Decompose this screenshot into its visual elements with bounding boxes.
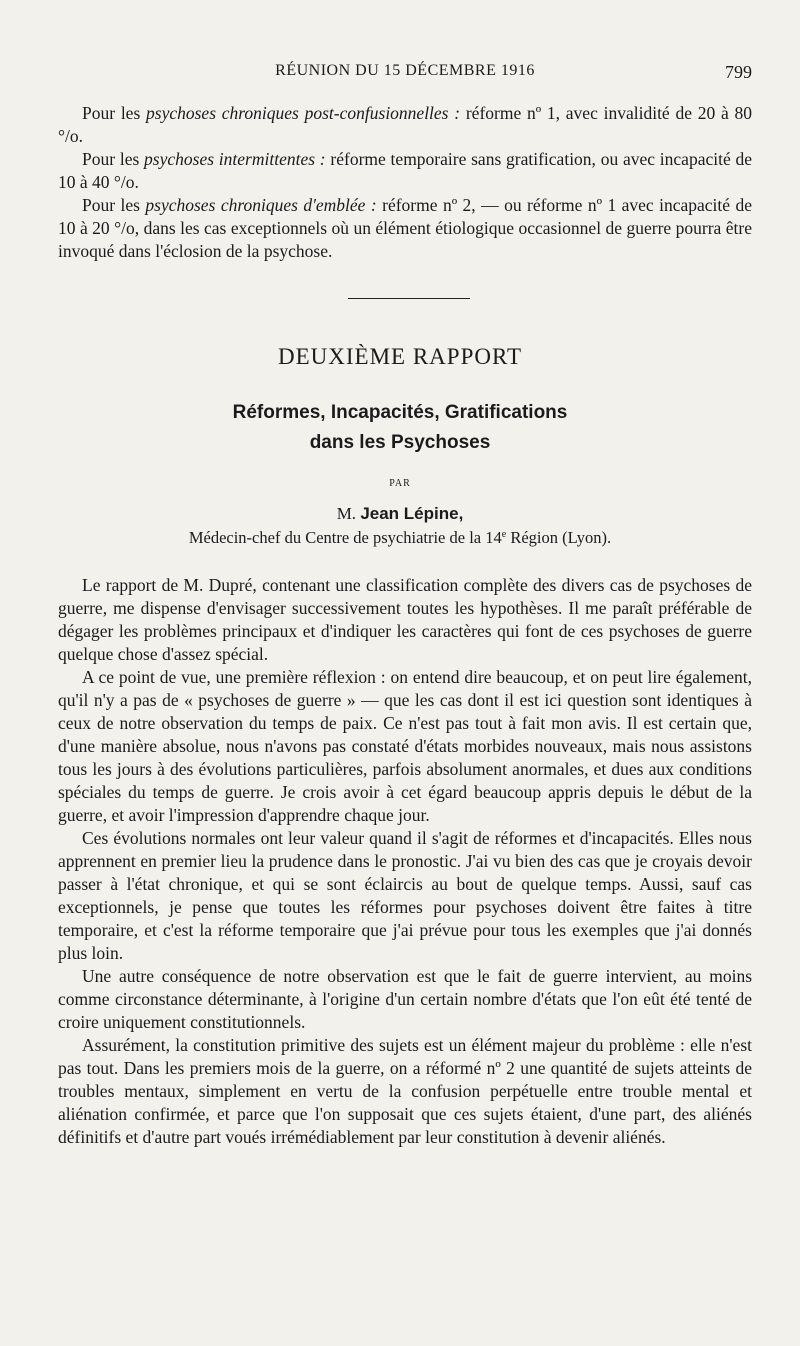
running-head [58,62,752,86]
term: psychoses intermittentes : [144,149,326,169]
running-title: RÉUNION DU 15 DÉCEMBRE 1916 [275,62,535,79]
paragraph-d-emblee: Pour les psychoses chroniques d'emblée : réforme nº 2, — ou réforme nº 1 avec incapacité de 10 à 20 °/o, dans les cas exceptionnels où un élément étiologique occasionnel de guerre pourra être invoqué dans l'éclosion de la psychose. [58,195,752,261]
report-subtitle-line2: dans les Psychoses [309,432,491,453]
author-name: Jean Lépine, [360,504,464,523]
body-paragraph: Le rapport de M. Dupré, contenant une classification complète des divers cas de psychoses de guerre, me dispense d'envisager successivement toutes les hypothèses. Il me paraît préférable de dégager les problèmes principaux et d'indiquer les caractères qui font de ces psychoses de guerre quelque chose d'assez spécial. [58,575,752,664]
body-paragraph: A ce point de vue, une première réflexion : on entend dire beaucoup, et on peut lire également, qu'il n'y a pas de « psychoses de guerre » — que les cas dont il est ici question sont identiques à ceux de notre observation du temps de paix. Ce n'est pas tout à fait mon avis. Il est certain que, d'une manière absolue, nous n'avons pas constaté d'états morbides nouveaux, mais nous assistons tous les jours à des évolutions particulières, parfois absolument anormales, et dues aux conditions spéciales du temps de guerre. Je crois avoir à cet égard beaucoup appris depuis le début de la guerre, et avoir l'impression d'apprendre chaque jour. [58,667,752,825]
body-paragraph: Une autre conséquence de notre observation est que le fait de guerre intervient, au moins comme circonstance déterminante, à l'origine d'un certain nombre d'états que l'on eût été tenté de croire uniquement constitutionnels. [58,966,752,1032]
top-paragraphs [58,102,752,263]
section-divider [348,298,470,299]
paragraph-post-confusionnelles: Pour les psychoses chroniques post-confusionnelles : réforme nº 1, avec invalidité de 20 à 80 °/o. [58,103,752,146]
page-number: 799 [725,62,752,82]
body-paragraph: Assurément, la constitution primitive des sujets est un élément majeur du problème : elle n'est pas tout. Dans les premiers mois de la guerre, on a réformé nº 2 une quantité de sujets atteints de troubles mentaux, simplement en vertu de la confusion perpétuelle entre trouble mental et aliénation confirmée, et parce que l'on supposait que ces sujets étaient, d'une part, des aliénés définitifs et d'autre part voués irrémédiablement par leur constitution à devenir aliénés. [58,1035,752,1147]
author-affiliation: Médecin-chef du Centre de psychiatrie de la 14e Région (Lyon). [188,528,612,547]
paragraph-intermittentes: Pour les psychoses intermittentes : réforme temporaire sans gratification, ou avec incapacité de 10 à 40 °/o. [58,149,753,192]
author-line: M. Jean Lépine, [336,504,464,523]
report-heading: DEUXIÈME RAPPORT [278,344,522,369]
term: psychoses chroniques d'emblée : [145,195,377,215]
par-label: PAR [389,478,411,489]
report-body [58,574,752,1149]
term: psychoses chroniques post-confusionnelles : [146,103,461,123]
body-paragraph: Ces évolutions normales ont leur valeur quand il s'agit de réformes et d'incapacités. Elles nous apprennent en premier lieu la prudence dans le pronostic. J'ai vu bien des cas que je croyais devoir passer à l'état chronique, et qui se sont éclaircis au bout de quelque temps. Aussi, sauf cas exceptionnels, je pense que toutes les réformes pour psychoses doivent être faites à titre temporaire, et c'est la réforme temporaire que j'ai prévue pour tous les exemples que j'ai donnés plus loin. [58,828,752,963]
report-subtitle-line1: Réformes, Incapacités, Gratifications [232,402,568,423]
